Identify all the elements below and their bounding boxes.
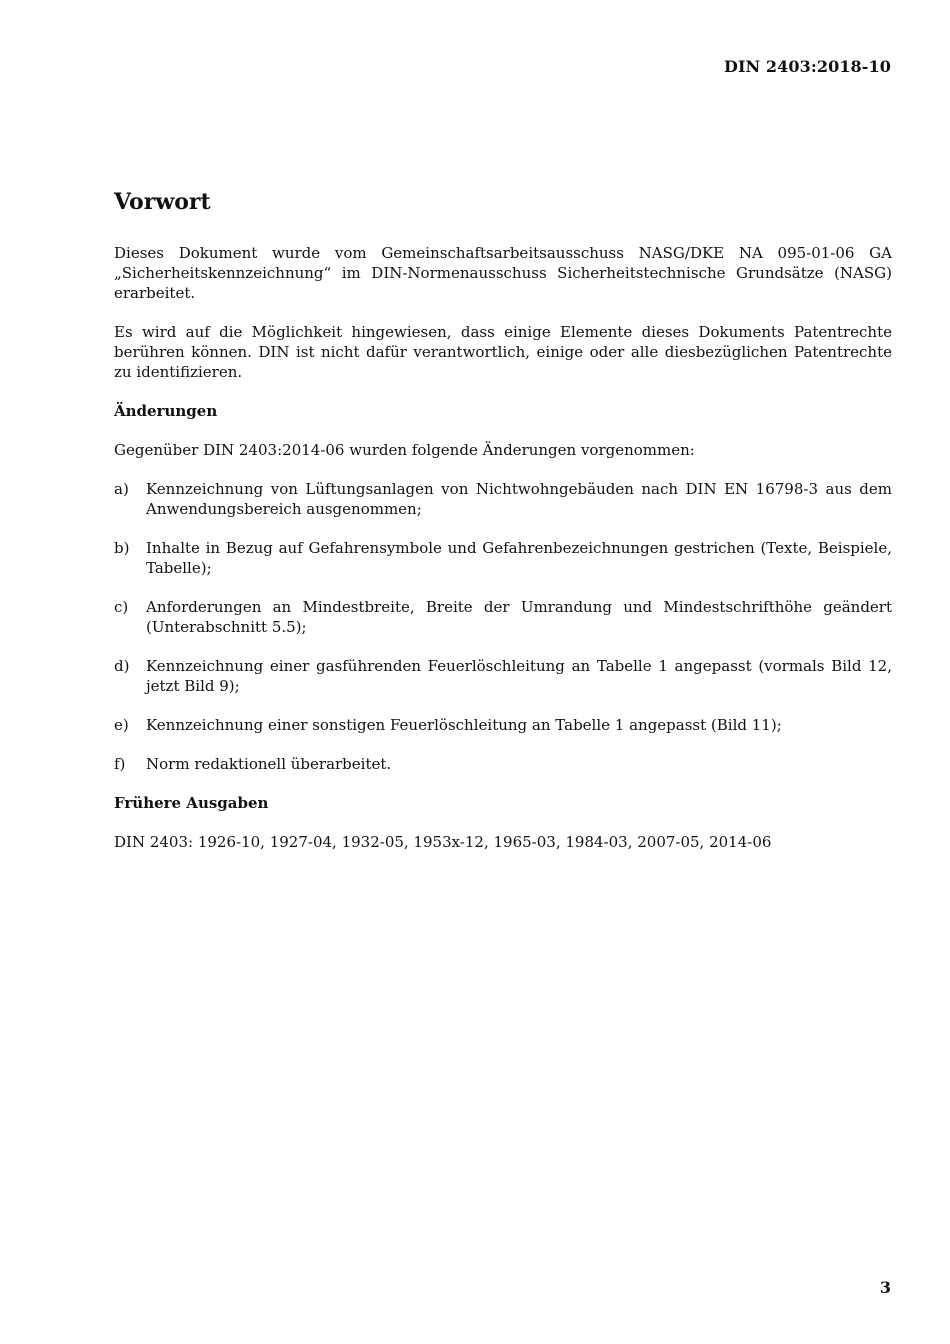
list-item-text: Kennzeichnung einer gasführenden Feuerlöschleitung an Tabelle 1 angepasst (vormals Bild 12, jetzt Bild 9); [146, 657, 892, 695]
list-item-label: d) [114, 657, 130, 675]
page-content [114, 186, 892, 871]
changes-list [114, 479, 892, 774]
list-item-label: b) [114, 539, 130, 557]
section-title: Vorwort [114, 189, 211, 215]
list-item-label: a) [114, 480, 129, 498]
document-code: DIN 2403:2018-10 [723, 57, 891, 76]
list-item [114, 754, 892, 774]
list-item-text: Kennzeichnung einer sonstigen Feuerlöschleitung an Tabelle 1 angepasst (Bild 11); [146, 716, 782, 734]
list-item-text: Norm redaktionell überarbeitet. [146, 755, 392, 773]
list-item-label: e) [114, 716, 129, 734]
list-item [114, 538, 892, 578]
paragraph-patent-notice: Es wird auf die Möglichkeit hingewiesen, dass einige Elemente dieses Dokuments Patentrechte berühren können. DIN ist nicht dafür verantwortlich, einige oder alle diesbezüglichen Patentrechte zu identifizieren. [114, 323, 892, 381]
list-item-text: Kennzeichnung von Lüftungsanlagen von Nichtwohngebäuden nach DIN EN 16798-3 aus dem Anwendungsbereich ausgenommen; [146, 480, 892, 518]
list-item [114, 597, 892, 637]
list-item-text: Anforderungen an Mindestbreite, Breite der Umrandung und Mindestschrifthöhe geändert (Unterabschnitt 5.5); [146, 598, 892, 636]
list-item [114, 656, 892, 696]
list-item-label: c) [114, 598, 129, 616]
list-item-text: Inhalte in Bezug auf Gefahrensymbole und Gefahrenbezeichnungen gestrichen (Texte, Beispiele, Tabelle); [146, 539, 892, 577]
previous-editions-heading: Frühere Ausgaben [114, 794, 269, 812]
list-item-label: f) [114, 755, 126, 773]
changes-heading: Änderungen [114, 402, 218, 420]
previous-editions-text: DIN 2403: 1926-10, 1927-04, 1932-05, 1953x-12, 1965-03, 1984-03, 2007-05, 2014-06 [114, 833, 772, 851]
changes-intro: Gegenüber DIN 2403:2014-06 wurden folgende Änderungen vorgenommen: [114, 441, 695, 459]
page-number: 3 [879, 1278, 891, 1297]
list-item [114, 715, 892, 735]
paragraph-authorship: Dieses Dokument wurde vom Gemeinschaftsarbeitsausschuss NASG/DKE NA 095-01-06 GA „Sicherheitskennzeichnung“ im DIN-Normenausschuss Sicherheitstechnische Grundsätze (NASG) erarbeitet. [114, 244, 892, 302]
list-item [114, 479, 892, 519]
